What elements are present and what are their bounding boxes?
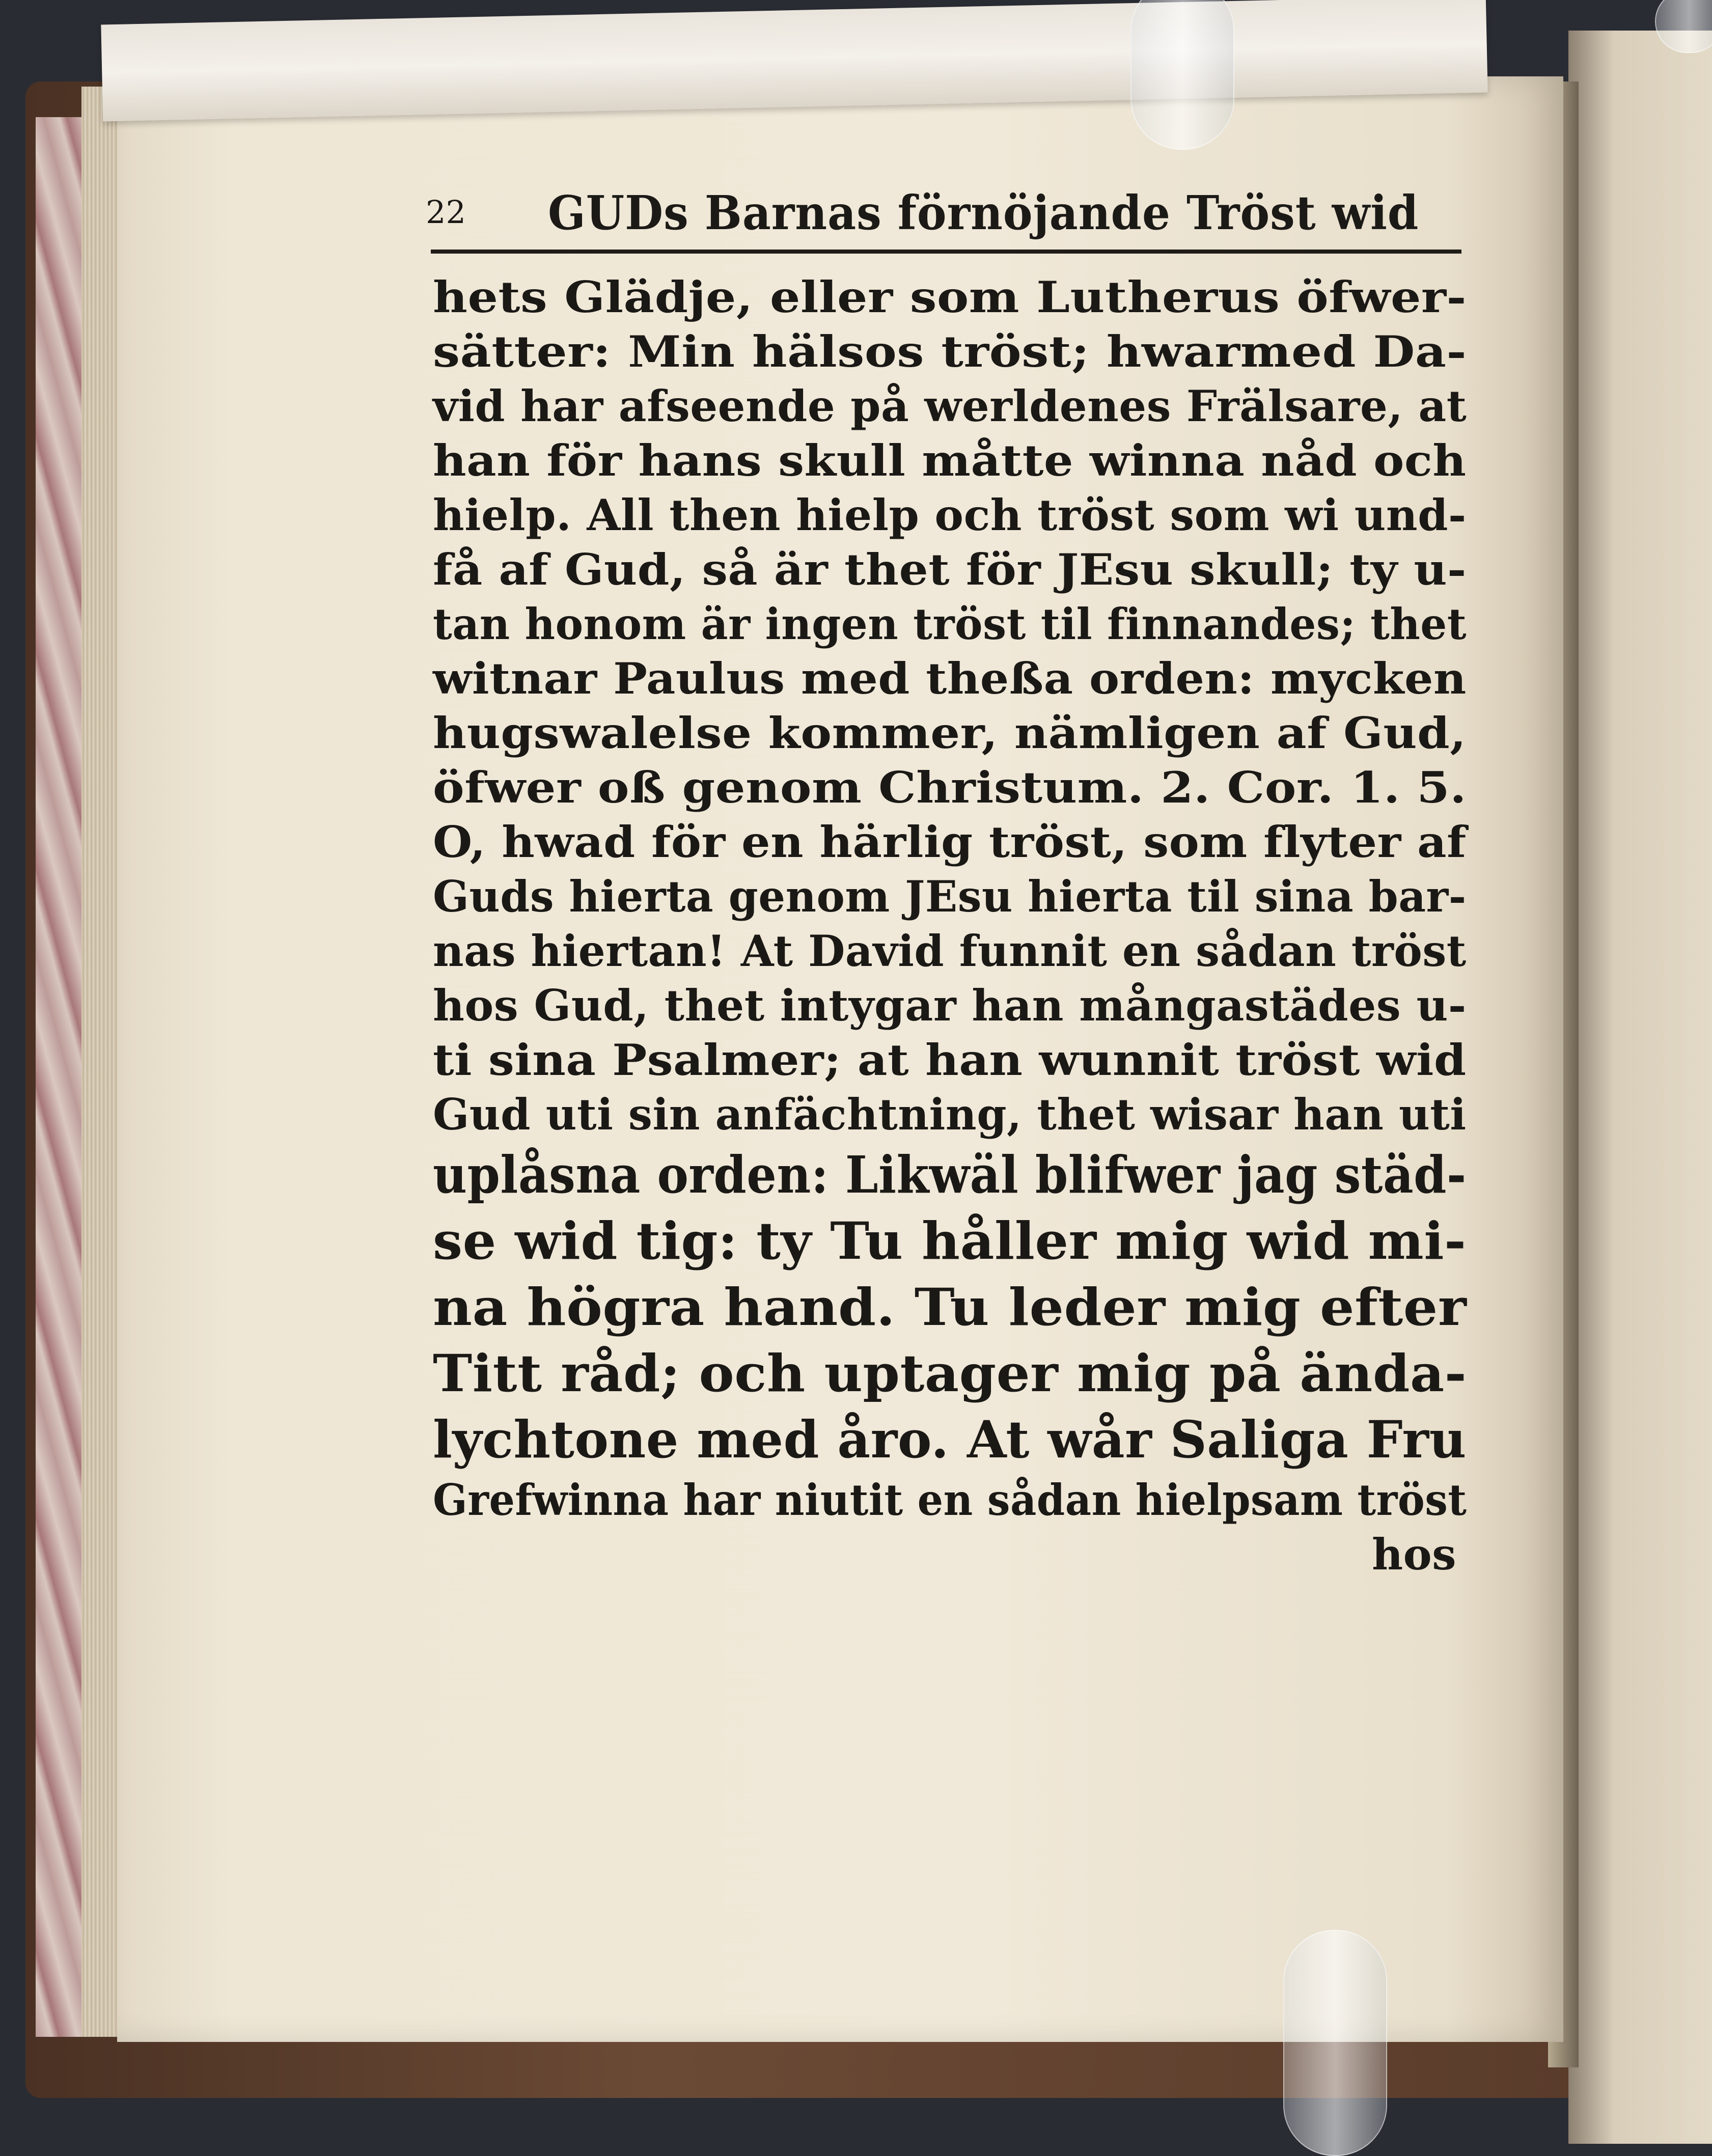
running-head (426, 183, 1465, 244)
text-line: Grefwinna har niutit en sådan hielpsam tröst (433, 1475, 1467, 1525)
page-clip (1130, 0, 1234, 150)
text-line: O, hwad för en härlig tröst, som flyter af (433, 817, 1467, 867)
text-line: hos Gud, thet intygar han mångastädes u- (433, 980, 1467, 1031)
text-line: Titt råd; och uptager mig på ända- (433, 1343, 1467, 1403)
text-line: witnar Paulus med theßa orden: mycken (433, 653, 1467, 704)
text-line: tan honom är ingen tröst til finnandes; thet (433, 599, 1467, 649)
text-line: vid har afseende på werldenes Frälsare, at (433, 381, 1467, 431)
text-line: han för hans skull måtte winna nåd och (433, 435, 1467, 486)
text-line: ti sina Psalmer; at han wunnit tröst wid (433, 1035, 1467, 1085)
text-line: få af Gud, så är thet för JEsu skull; ty u- (433, 544, 1467, 595)
body-text (433, 270, 1477, 1582)
page-number: 22 (426, 194, 466, 231)
text-line: Gud uti sin anfächtning, thet wisar han uti (433, 1089, 1467, 1140)
text-line: uplåsna orden: Likwäl blifwer jag städ- (433, 1145, 1467, 1205)
text-line: öfwer oß genom Christum. 2. Cor. 1. 5. (433, 762, 1467, 813)
text-line: lychtone med åro. At wår Saliga Fru (433, 1409, 1467, 1470)
text-line: sätter: Min hälsos tröst; hwarmed Da- (433, 326, 1467, 377)
catchword: hos (1372, 1529, 1456, 1580)
text-line: hielp. All then hielp och tröst som wi und- (433, 490, 1467, 540)
text-line: nas hiertan! At David funnit en sådan tröst (433, 926, 1467, 976)
text-line: hugswalelse kommer, nämligen af Gud, (433, 708, 1467, 758)
header-rule (431, 250, 1461, 254)
page-clip (1283, 1930, 1387, 2156)
running-title: GUDs Barnas förnöjande Tröst wid (548, 185, 1419, 240)
text-line: na högra hand. Tu leder mig efter (433, 1277, 1467, 1337)
text-line: hets Glädje, eller som Lutherus öfwer- (433, 272, 1467, 322)
text-line: se wid tig: ty Tu håller mig wid mi- (433, 1211, 1467, 1271)
text-line: Guds hierta genom JEsu hierta til sina bar- (433, 871, 1467, 922)
